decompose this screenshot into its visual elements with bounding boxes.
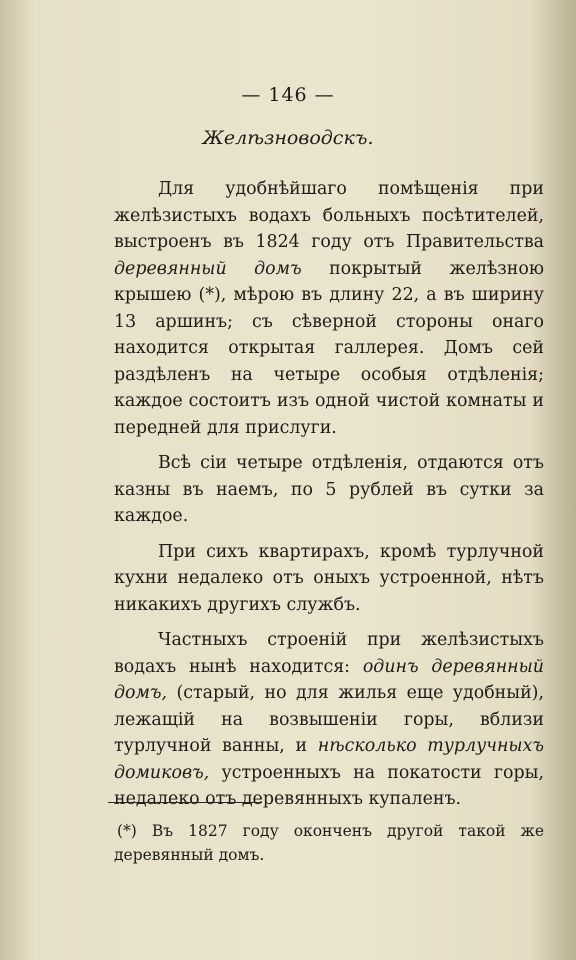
paragraph-1: Для удобнѣйшаго помѣщенія при желѣзистыхъ водахъ больныхъ посѣтителей, выстроенъ въ 1824 году отъ Правительства деревянный домъ покрытый желѣзною крышею (*), мѣрою въ длину 22, а въ ширину 13 аршинъ; съ сѣверной стороны онаго находится открытая галлерея. Домъ сей раздѣленъ на четыре особыя отдѣленія; каждое состоитъ изъ одной чистой комнаты и передней для прислуги. (114, 179, 544, 438)
paragraph-3: При сихъ квартирахъ, кромѣ турлучной кухни недалеко отъ оныхъ устроенной, нѣтъ никакихъ другихъ службъ. (114, 541, 544, 615)
page-number: — 146 — (241, 84, 335, 106)
footnote-divider (108, 802, 262, 803)
footnote-text: (*) Въ 1827 году оконченъ другой такой же деревянный домъ. (114, 822, 544, 864)
section-heading: Желѣзноводскъ. (202, 127, 374, 149)
paragraph-4: Частныхъ строеній при желѣзистыхъ водахъ нынѣ находится: одинъ деревянный домъ, (старый, но для жилья еще удобный), лежащій на возвышеніи горы, вблизи турлучной ванны, и нѣсколько турлучныхъ домиковъ, устроенныхъ на покатости горы, недалеко отъ деревянныхъ купаленъ. (114, 630, 545, 809)
body-text (114, 176, 544, 813)
paragraph-2: Всѣ сіи четыре отдѣленія, отдаются отъ казны въ наемъ, по 5 рублей въ сутки за каждое. (114, 453, 544, 526)
footnote (114, 819, 544, 867)
